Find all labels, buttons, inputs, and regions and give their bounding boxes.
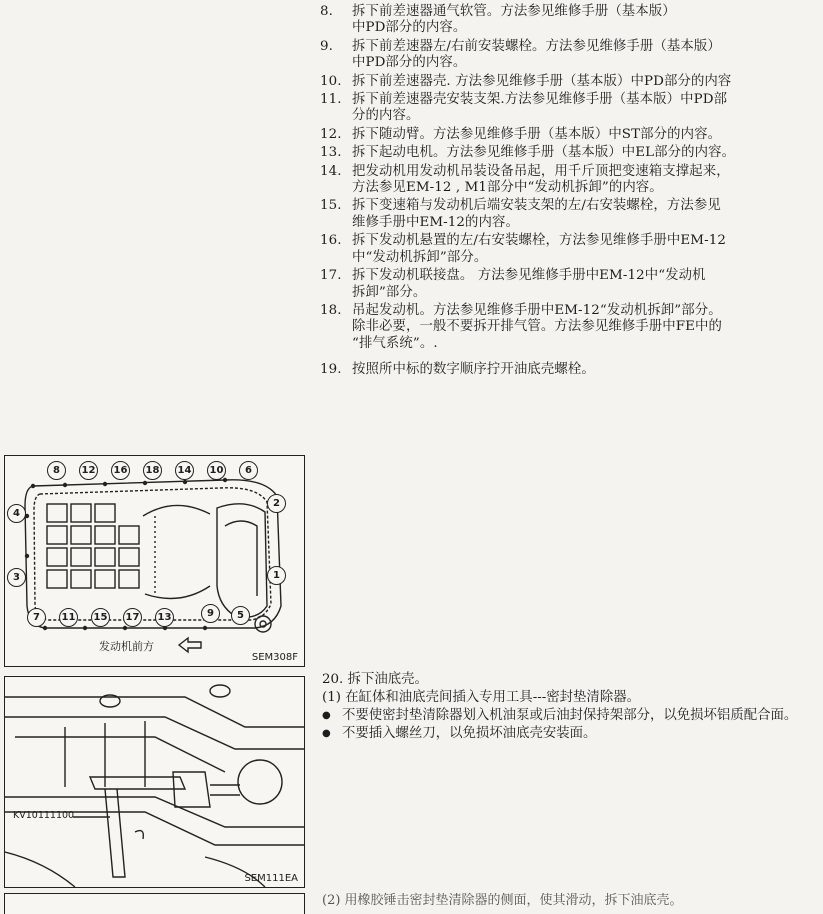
step-number: 12. xyxy=(320,126,342,142)
oil-pan-bolt-diagram xyxy=(4,455,305,667)
step-text: 拆下发动机联接盘。 方法参见维修手册中EM-12中“发动机 拆卸”部分。 xyxy=(352,268,706,300)
next-figure-edge xyxy=(4,893,305,914)
step-12 xyxy=(320,127,820,143)
step-text: 把发动机用发动机吊装设备吊起，用千斤顶把变速箱支撑起来， 方法参见EM-12 , M1部分中“发动机拆卸”的内容。 xyxy=(352,163,730,196)
figure-code: SEM111EA xyxy=(244,873,298,884)
bolt-number-10: 10 xyxy=(207,461,226,480)
bolt-number-11: 11 xyxy=(59,608,78,627)
step-13 xyxy=(320,145,820,161)
step-text: 按照所中标的数字顺序拧开油底壳螺栓。 xyxy=(352,362,595,378)
bolt-number-2: 2 xyxy=(267,494,286,513)
bolt-number-12: 12 xyxy=(79,461,98,480)
bolt-number-13: 13 xyxy=(155,608,174,627)
step-text: 拆下起动电机。方法参见维修手册（基本版）中EL部分的内容。 xyxy=(352,145,736,161)
step-8 xyxy=(320,4,820,37)
engine-front-label: 发动机前方 xyxy=(99,640,154,653)
step-number: 14. xyxy=(320,163,342,179)
seal-cutter-drawing xyxy=(5,677,304,887)
step-20-section xyxy=(322,671,822,743)
substep-1: (1) 在缸体和油底壳间插入专用工具---密封垫清除器。 xyxy=(322,690,640,705)
step-text: 拆下前差速器壳安装支架.方法参见维修手册（基本版）中PD部 分的内容。 xyxy=(352,92,728,124)
step-number: 8. xyxy=(320,4,333,19)
bolt-number-7: 7 xyxy=(27,608,46,627)
bolt-number-18: 18 xyxy=(143,461,162,480)
step-20-title: 20. 拆下油底壳。 xyxy=(322,672,428,687)
step-number: 17. xyxy=(320,268,342,284)
step-number: 15. xyxy=(320,198,342,214)
bolt-number-4: 4 xyxy=(7,504,26,523)
step-text: 吊起发动机。方法参见维修手册中EM-12“发动机拆卸”部分。 除非必要，一般不要拆开排气管。方法参见维修手册中FE中的 “排气系统”。. xyxy=(352,302,723,351)
substep-2-partial: (2) 用橡胶锤击密封垫清除器的侧面，使其滑动，拆下油底壳。 xyxy=(322,893,683,908)
bolt-number-16: 16 xyxy=(111,461,130,480)
step-15 xyxy=(320,198,820,231)
step-9 xyxy=(320,39,820,72)
step-number: 13. xyxy=(320,145,342,161)
seal-cutter-illustration xyxy=(4,676,305,888)
bolt-number-3: 3 xyxy=(7,568,26,587)
bolt-number-14: 14 xyxy=(175,461,194,480)
bolt-number-6: 6 xyxy=(239,461,258,480)
bolt-number-17: 17 xyxy=(123,608,142,627)
step-number: 19. xyxy=(320,362,342,378)
procedure-steps xyxy=(320,4,820,381)
bolt-number-5: 5 xyxy=(231,606,250,625)
step-10 xyxy=(320,74,820,90)
step-16 xyxy=(320,233,820,266)
step-text: 拆下随动臂。方法参见维修手册（基本版）中ST部分的内容。 xyxy=(352,126,722,142)
caution-bullet: ● 不要插入螺丝刀，以免损坏油底壳安装面。 xyxy=(322,725,822,743)
step-11 xyxy=(320,92,820,125)
step-number: 10. xyxy=(320,73,342,89)
step-text: 拆下前差速器通气软管。方法参见维修手册（基本版） 中PD部分的内容。 xyxy=(352,4,676,36)
oil-pan-outline xyxy=(5,456,304,666)
bolt-number-9: 9 xyxy=(201,604,220,623)
step-text: 拆下变速箱与发动机后端安装支架的左/右安装螺栓，方法参见 维修手册中EM-12的内容。 xyxy=(352,198,721,230)
step-text: 拆下发动机悬置的左/右安装螺栓，方法参见维修手册中EM-12 中“发动机拆卸”部分。 xyxy=(352,233,726,265)
caution-bullet: ● 不要使密封垫清除器划入机油泵或后油封保持架部分，以免损坏铝质配合面。 xyxy=(322,707,822,725)
front-arrow-icon xyxy=(177,636,203,654)
step-number: 11. xyxy=(320,92,342,108)
tool-number-label: KV10111100 xyxy=(13,810,75,821)
step-number: 9. xyxy=(320,38,333,54)
step-19 xyxy=(320,362,820,378)
step-text: 拆下前差速器左/右前安装螺栓。方法参见维修手册（基本版） 中PD部分的内容。 xyxy=(352,38,721,71)
bolt-number-1: 1 xyxy=(267,566,286,585)
figure-code: SEM308F xyxy=(251,652,298,663)
step-text: 拆下前差速器壳. 方法参见维修手册（基本版）中PD部分的内容 xyxy=(352,73,732,89)
step-18 xyxy=(320,303,820,352)
step-14 xyxy=(320,164,820,197)
step-number: 16. xyxy=(320,233,342,249)
step-17 xyxy=(320,268,820,301)
step-number: 18. xyxy=(320,302,342,318)
bolt-number-15: 15 xyxy=(91,608,110,627)
bolt-number-8: 8 xyxy=(47,461,66,480)
